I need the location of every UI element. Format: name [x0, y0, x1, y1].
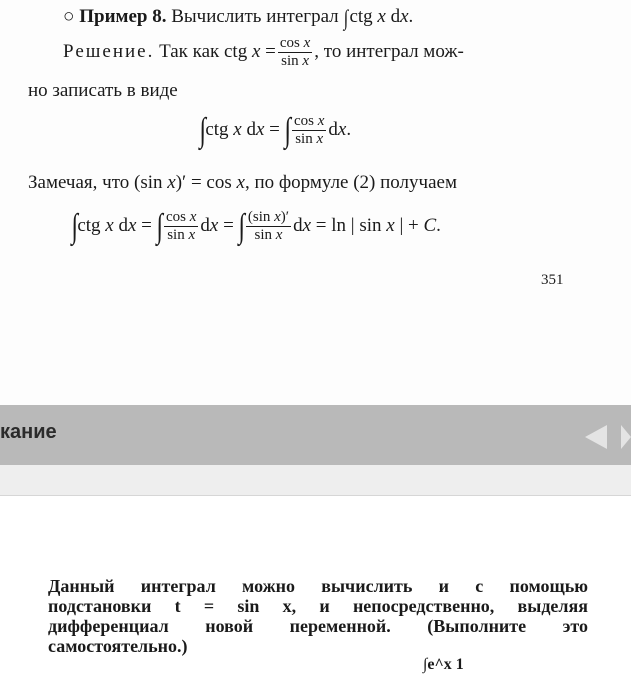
- content-area: [0, 496, 631, 673]
- example-header: [63, 6, 413, 29]
- paragraph-line: подстановки t = sin x, и непосредственно, выделяя: [48, 596, 588, 616]
- integral-sign-icon: ∫: [71, 207, 78, 245]
- previous-arrow-icon[interactable]: [585, 425, 607, 449]
- circle-bullet-icon: ○: [63, 6, 75, 27]
- integral-sign-icon: ∫: [199, 111, 206, 149]
- noting-text: Замечая, что: [28, 172, 130, 193]
- solution-text: Так как: [159, 40, 220, 62]
- display-formula-1: ∫ctg x dx = ∫ $\frac{\text{cos x}}{\text{sin x}}$ dx.: [199, 111, 352, 149]
- integral-sign-icon: ∫: [156, 207, 163, 245]
- integral-sign-icon: ∫: [344, 4, 349, 30]
- next-arrow-icon[interactable]: [621, 425, 631, 449]
- section-toolbar: [0, 405, 631, 465]
- page-number: 351: [541, 272, 564, 288]
- cos-over-sin-fraction: $\frac{\text{cos x}}{\text{sin x}}$: [279, 35, 311, 69]
- solution-label: Решение.: [63, 40, 155, 62]
- display-formula-2: ∫ctg x dx = ∫ $\frac{\text{cos x}}{\text{sin x}}$ dx = ∫ $\frac{\text{(sin x)′}}{\text{sin x}}$ dx = ln | sin x | + C.: [71, 207, 441, 245]
- integral-sign-icon: ∫: [284, 111, 291, 149]
- toolbar-subbar: [0, 465, 631, 496]
- paragraph-line: дифференциал новой переменной. (Выполните это: [48, 616, 588, 636]
- paragraph-line: самостоятельно.): [48, 636, 188, 656]
- solution-tail: , то интеграл мож-: [314, 40, 464, 62]
- toolbar-title: кание: [0, 421, 57, 443]
- solution-line: [63, 36, 464, 69]
- example-integrand: ctg x dx.: [349, 6, 414, 27]
- cut-off-formula: ∫e^x 1: [423, 656, 464, 673]
- content-paragraph: [48, 576, 588, 656]
- ctg-def: ctg x =: [224, 40, 276, 62]
- noting-line: Замечая, что (sin x)′ = cos x, по формуле (2) получаем: [28, 172, 457, 193]
- line-continuation: но записать в виде: [28, 80, 178, 101]
- paragraph-line: Данный интеграл можно вычислить и с помощью: [48, 576, 588, 596]
- example-label: Пример 8.: [79, 6, 167, 27]
- noting-tail: , по формуле (2) получаем: [244, 172, 457, 193]
- integral-sign-icon: ∫: [237, 207, 245, 245]
- example-task: Вычислить интеграл: [171, 6, 339, 27]
